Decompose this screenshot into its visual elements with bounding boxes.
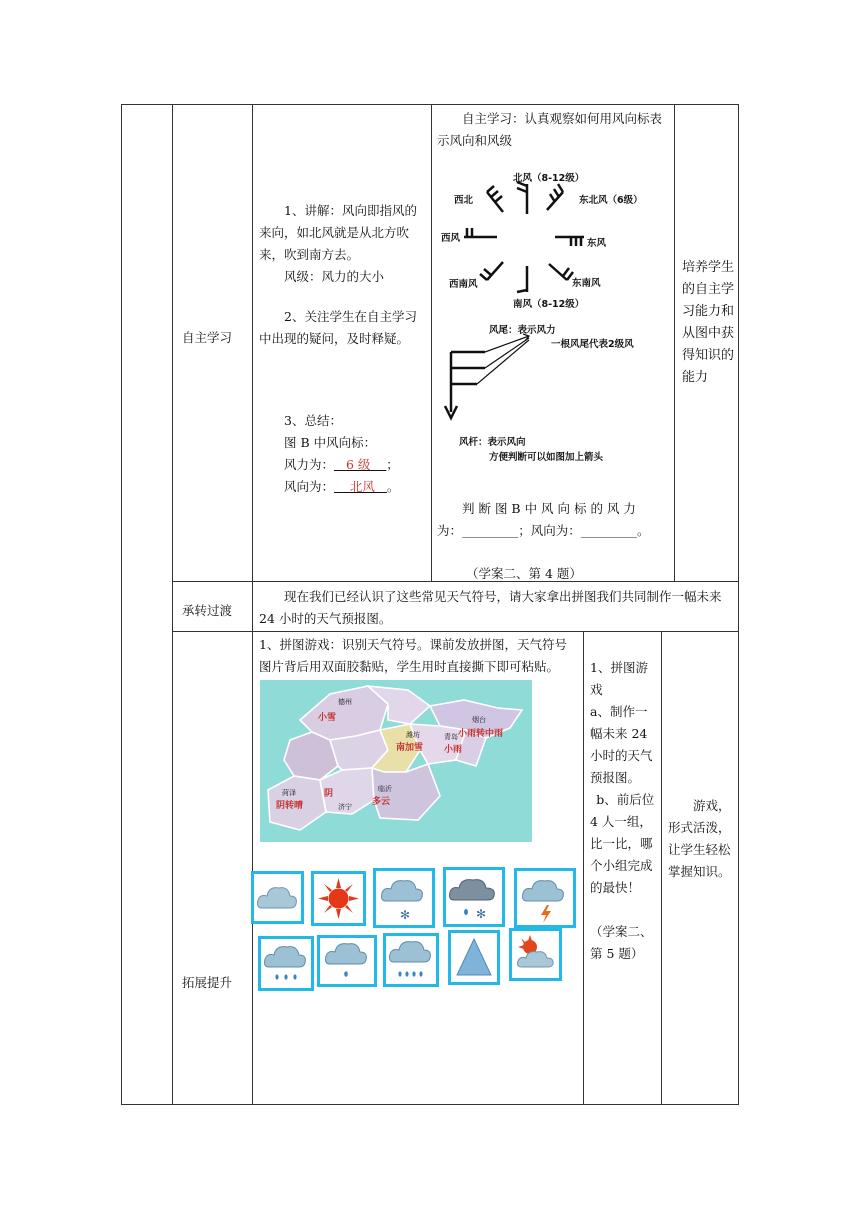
label-southeast: 东南风 [572, 278, 601, 289]
puzzle-step-a: a、制作一幅未来 24 小时的天气预报图。 [590, 704, 653, 785]
map-label-rain-to-moderate: 小雨转中雨 [458, 729, 504, 739]
wind-vane-diagram [437, 162, 669, 467]
answer-questions: 2、关注学生在自主学习中出现的疑问，及时释疑。 [259, 309, 417, 346]
student-activity-3 [590, 657, 656, 965]
student-intro: 自主学习：认真观察如何用风向标表示风向和风级 [437, 111, 663, 148]
wind-vane-svg [437, 162, 669, 467]
map-label-yantai: 烟台 [472, 716, 486, 724]
weather-map [260, 680, 532, 842]
label-southwest: 西南风 [449, 279, 478, 290]
map-label-nanjiaxue: 南加雪 [396, 743, 424, 753]
puzzle-step-b: b、前后位 4 人一组，比一比，哪个小组完成的最快！ [590, 792, 655, 895]
cloudy-icon[interactable] [251, 871, 304, 924]
label-tail-desc: 一根风尾代表2级风 [551, 339, 634, 350]
map-label-qingdao: 青岛 [444, 733, 458, 741]
label-north: 北风（8-12级） [513, 173, 585, 184]
design-intent-3: 游戏，形式活泼，让学生轻松掌握知识。 [668, 798, 731, 879]
svg-text:✻: ✻ [476, 907, 487, 921]
question-line-1: 判 断 图 B 中 风 向 标 的 风 力 [462, 501, 636, 516]
wind-direction-line: 风向为： 北风 。 [284, 479, 400, 494]
puzzle-game-instruction: 1、拼图游戏：识别天气符号。课前发放拼图，天气符号图片背后用双面胶黏贴，学生用时直接撕下即可粘贴。 [259, 637, 567, 674]
label-pole-title: 风杆：表示风向 [459, 437, 526, 448]
wind-direction-value: 北风 [349, 479, 375, 494]
shower-icon[interactable] [317, 935, 377, 987]
map-label-heze: 菏泽 [282, 789, 296, 797]
label-west: 西风 [441, 233, 461, 244]
map-label-weifang: 潍坊 [406, 731, 420, 739]
explain-wind-direction: 1、讲解：风向即指风的来向，如北风就是从北方吹来，吹到南方去。 [259, 203, 417, 262]
light-rain-icon[interactable] [258, 936, 314, 991]
sleet-icon[interactable] [443, 867, 505, 927]
section-label-extension: 拓展提升 [182, 975, 233, 990]
wind-force-line: 风力为： 6 级 ； [284, 457, 399, 472]
sunny-icon[interactable] [311, 871, 366, 926]
map-label-light-snow: 小雪 [318, 713, 337, 723]
label-tail-title: 风尾：表示风力 [489, 325, 556, 336]
section-label-transition: 承转过渡 [182, 603, 233, 618]
label-northeast: 东北风（6级） [579, 195, 643, 206]
map-label-overcast-to-sunny: 阴转晴 [276, 801, 304, 811]
label-south: 南风（8-12级） [513, 299, 585, 310]
wind-force-label: 风力为： [284, 457, 335, 472]
label-northwest: 西北 [454, 195, 474, 206]
province-map-svg [260, 680, 532, 842]
teacher-activity-1 [259, 200, 425, 498]
map-label-jining: 济宁 [338, 803, 352, 811]
figure-b-label: 图 B 中风向标： [284, 435, 377, 450]
haze-icon[interactable] [448, 930, 500, 985]
thunderstorm-icon[interactable] [514, 868, 576, 928]
label-pole-desc: 方便判断可以如图加上箭头 [489, 452, 604, 463]
design-intent-1: 培养学生的自主学习能力和从图中获得知识的能力 [682, 260, 735, 385]
moderate-rain-icon[interactable] [383, 933, 439, 987]
section1-ref: （学案二、第 4 题） [466, 566, 582, 581]
wind-direction-label: 风向为： [284, 479, 335, 494]
light-snow-icon[interactable] [373, 868, 435, 928]
map-label-linyi: 临沂 [378, 785, 392, 793]
map-label-cloudy: 多云 [372, 797, 391, 807]
transition-content: 现在我们已经认识了这些常见天气符号，请大家拿出拼图我们共同制作一幅未来 24 小时的天气预报图。 [259, 589, 722, 626]
section-label-self-study: 自主学习 [182, 330, 233, 345]
map-label-dezhou: 德州 [338, 698, 352, 706]
puzzle-game-title: 1、拼图游戏 [590, 660, 648, 697]
wind-force-value: 6 级 [345, 457, 371, 472]
label-east: 东风 [587, 238, 607, 249]
explain-wind-force: 风级：风力的大小 [284, 269, 385, 284]
svg-text:✻: ✻ [400, 908, 411, 922]
summary-heading: 3、总结： [284, 413, 342, 428]
map-label-light-rain: 小雨 [444, 745, 463, 755]
question-figure-b [437, 498, 669, 542]
partly-cloudy-icon[interactable] [509, 928, 562, 981]
map-label-overcast: 阴 [324, 789, 334, 799]
question-line-2: 为：_________；风向为：_________。 [437, 523, 650, 538]
section3-ref: （学案二、第 5 题） [590, 924, 653, 961]
